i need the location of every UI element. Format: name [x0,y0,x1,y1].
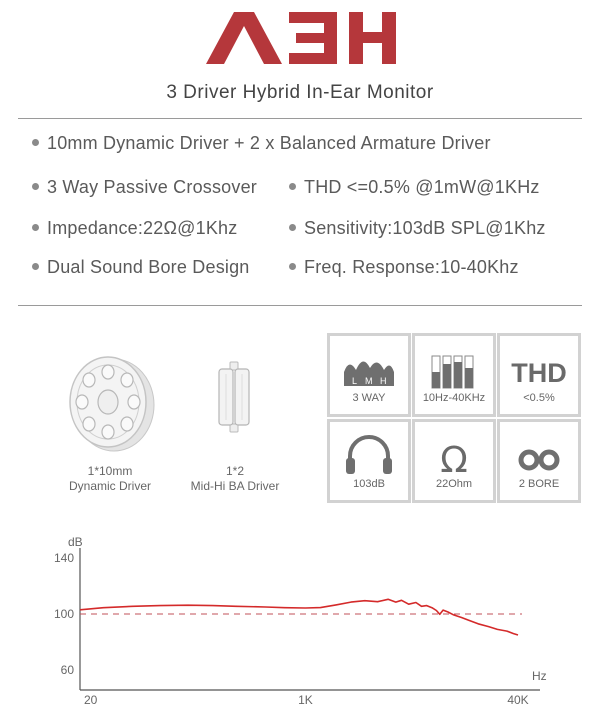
spec-sensitivity: Sensitivity:103dB SPL@1Khz [289,218,546,239]
crossover-lmh-icon [330,342,408,392]
svg-text:THD: THD [511,358,567,388]
ba-driver-caption: 1*2 Mid-Hi BA Driver [190,464,280,493]
spec-sound-bore: Dual Sound Bore Design [32,257,250,278]
x-tick-label: 1K [298,693,313,707]
y-axis-label: dB [68,535,83,549]
feature-label: <0.5% [523,392,555,404]
omega-icon [415,428,493,478]
feature-label: 103dB [353,478,385,490]
feature-3way [327,333,411,417]
spec-impedance: Impedance:22Ω@1Khz [32,218,237,239]
frequency-response-chart [0,530,600,710]
y-tick-label: 60 [60,663,74,677]
balanced-armature-icon [214,360,254,434]
svg-text:Ω: Ω [440,440,468,478]
feature-thd [497,333,581,417]
dynamic-driver-icon [60,350,158,456]
frequency-response-line [80,599,518,635]
feature-label: 2 BORE [518,478,560,490]
x-axis-label: Hz [532,669,547,683]
bullet-icon [289,183,296,190]
top-divider [18,118,582,119]
feature-label: 3 WAY [352,392,386,404]
spec-frequency-response: Freq. Response:10-40Khz [289,257,519,278]
product-subtitle: 3 Driver Hybrid In-Ear Monitor [166,82,434,103]
feature-label: 10Hz-40KHz [422,392,486,404]
spec-thd: THD <=0.5% @1mW@1KHz [289,177,540,198]
dual-bore-icon [500,428,578,478]
feature-impedance [412,419,496,503]
bullet-icon [32,224,39,231]
y-tick-label: 100 [53,607,74,621]
feature-bore [497,419,581,503]
x-tick-label: 20 [84,693,98,707]
headphones-icon [330,428,408,478]
y-tick-label: 140 [53,551,74,565]
bullet-icon [32,139,39,146]
thd-text-icon [500,342,578,392]
brand-logo [0,8,600,66]
x-tick-label: 40K [507,693,529,707]
frequency-bars-icon [415,342,493,392]
lmh-letter-m: M [365,376,373,386]
middle-divider [18,305,582,306]
spec-drivers: 10mm Dynamic Driver + 2 x Balanced Armature Driver [32,133,491,154]
bullet-icon [289,224,296,231]
feature-label: 22Ohm [435,478,473,490]
spec-crossover: 3 Way Passive Crossover [32,177,257,198]
bullet-icon [32,183,39,190]
lmh-letter-h: H [380,376,387,386]
feature-frequency-range [412,333,496,417]
bullet-icon [289,263,296,270]
dynamic-driver-caption: 1*10mm Dynamic Driver [68,464,151,493]
bullet-icon [32,263,39,270]
lmh-letter-l: L [352,376,358,386]
feature-sensitivity [327,419,411,503]
